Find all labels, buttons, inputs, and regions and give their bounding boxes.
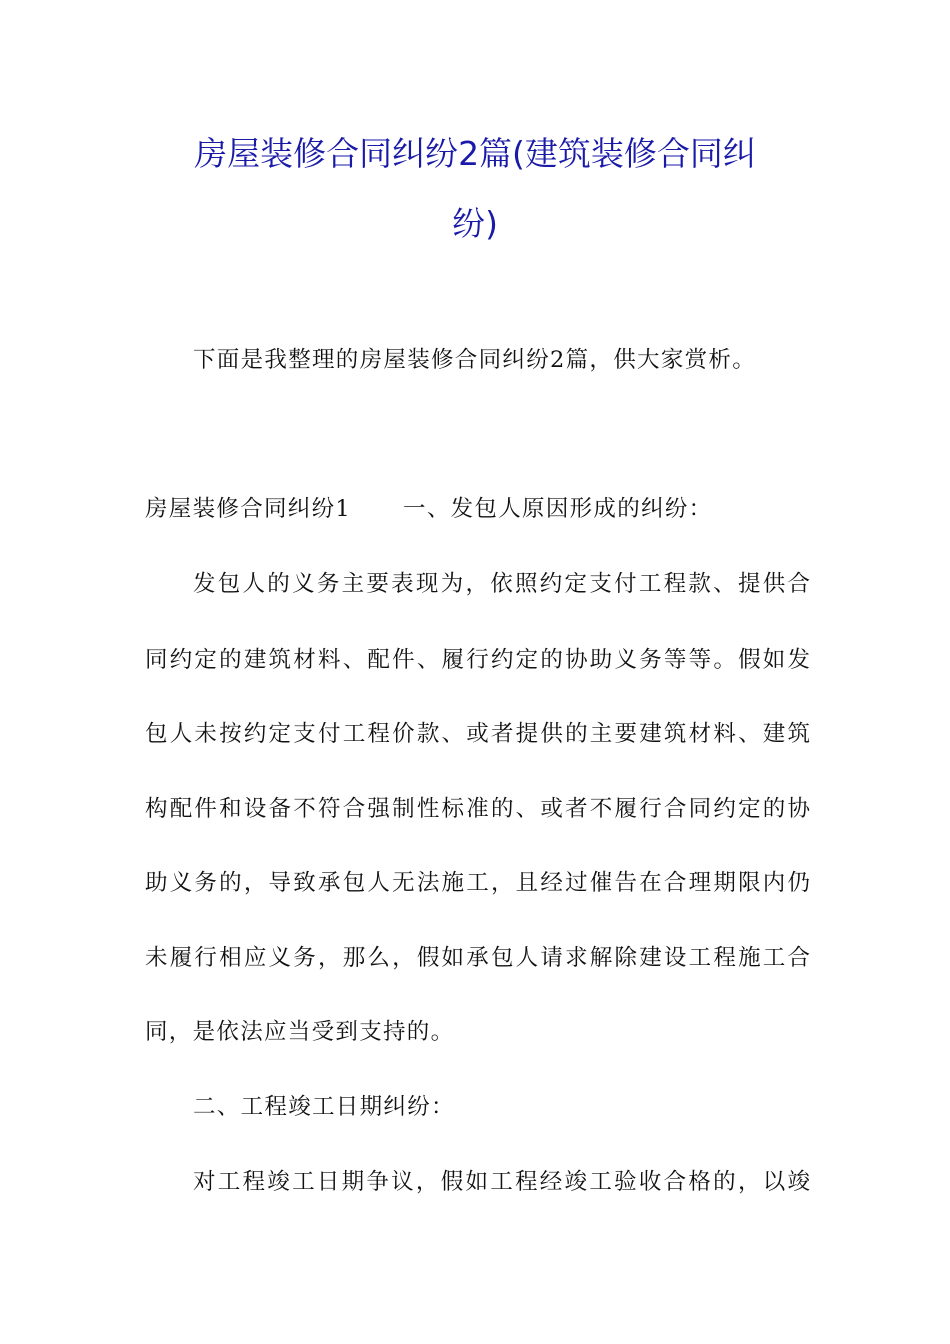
document-title-line-1: 房屋装修合同纠纷2篇(建筑装修合同纠 xyxy=(194,134,756,173)
heading-2: 二、工程竣工日期纠纷： xyxy=(193,1094,455,1120)
paragraph1-line-5: 助义务的，导致承包人无法施工，且经过催告在合理期限内仍 xyxy=(145,870,810,896)
intro-text: 下面是我整理的房屋装修合同纠纷2篇，供大家赏析。 xyxy=(193,347,757,373)
paragraph1-line-1: 发包人的义务主要表现为，依照约定支付工程款、提供合 xyxy=(193,571,810,597)
paragraph2-line-1: 对工程竣工日期争议，假如工程经竣工验收合格的，以竣 xyxy=(193,1169,810,1195)
document-title-line-2: 纷) xyxy=(452,204,498,243)
paragraph1-line-7: 同，是依法应当受到支持的。 xyxy=(145,1019,455,1045)
section1-heading: 一、发包人原因形成的纠纷： xyxy=(403,496,713,522)
paragraph1-line-6: 未履行相应义务，那么，假如承包人请求解除建设工程施工合 xyxy=(145,945,810,971)
paragraph1-line-4: 构配件和设备不符合强制性标准的、或者不履行合同约定的协 xyxy=(145,796,810,822)
section1-label: 房屋装修合同纠纷1 xyxy=(145,496,352,522)
section1-row xyxy=(145,494,810,524)
paragraph1-line-3: 包人未按约定支付工程价款、或者提供的主要建筑材料、建筑 xyxy=(145,721,810,747)
paragraph1-line-2: 同约定的建筑材料、配件、履行约定的协助义务等等。假如发 xyxy=(145,647,810,673)
